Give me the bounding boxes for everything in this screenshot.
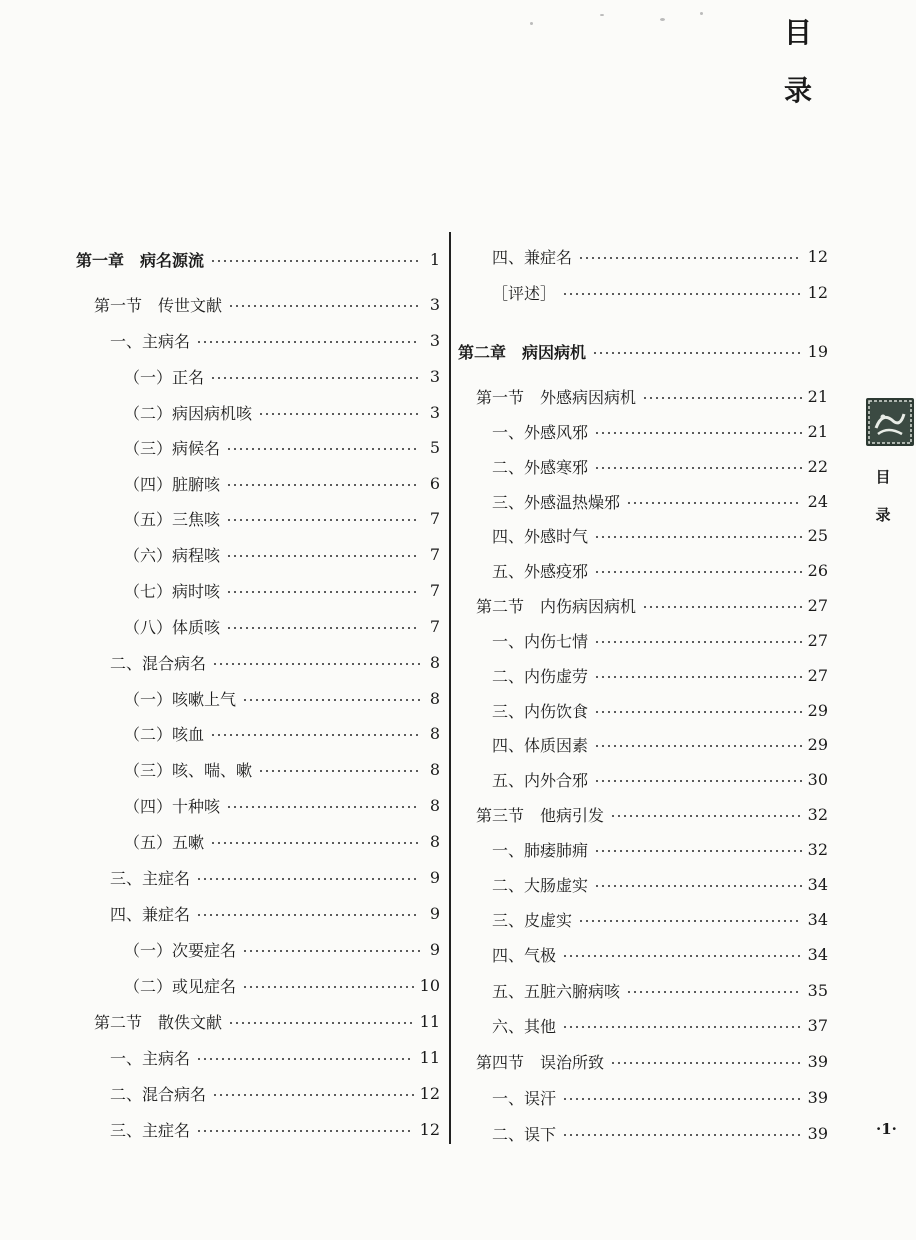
toc-entry-item: [458, 418, 828, 444]
dot-leader: [642, 606, 802, 608]
toc-left-column: [76, 0, 440, 1240]
dot-leader: [258, 770, 420, 772]
dot-leader: [594, 432, 802, 434]
print-speck: [600, 14, 604, 16]
page-title-char-2: 录: [783, 74, 812, 107]
toc-entry-item: [458, 522, 828, 548]
toc-entry-page: 12: [807, 282, 828, 302]
dot-leader: [226, 448, 420, 450]
dot-leader: [196, 341, 420, 343]
dot-leader: [258, 413, 420, 415]
dot-leader: [610, 815, 802, 817]
toc-entry-section: [76, 1008, 440, 1034]
dot-leader: [610, 1062, 802, 1064]
toc-entry-label: 三、皮虚实: [492, 910, 573, 930]
toc-entry-label: 三、内伤饮食: [492, 701, 589, 721]
toc-entry-label: 第一章 病名源流: [76, 250, 205, 270]
toc-entry-item: [458, 488, 828, 514]
toc-entry-label: 五、内外合邪: [492, 770, 589, 790]
toc-entry-item: [458, 906, 828, 932]
toc-entry-label: 三、主症名: [110, 868, 191, 888]
page-title-char-1: 目: [783, 16, 812, 49]
toc-entry-page: 34: [807, 874, 828, 894]
print-speck: [700, 12, 703, 15]
toc-entry-item: [458, 627, 828, 653]
toc-entry-page: 9: [429, 939, 440, 959]
toc-entry-page: 1: [429, 249, 440, 269]
toc-entry-page: 22: [807, 456, 828, 476]
toc-entry-label: 二、外感寒邪: [492, 457, 589, 477]
dot-leader: [562, 293, 802, 295]
toc-entry-label: （四）十种咳: [124, 796, 221, 816]
toc-entry-page: 37: [807, 1015, 828, 1035]
dot-leader: [226, 591, 420, 593]
dot-leader: [226, 627, 420, 629]
toc-entry-item: [458, 941, 828, 967]
toc-entry-label: 二、混合病名: [110, 1084, 207, 1104]
dot-leader: [594, 850, 802, 852]
toc-entry-sub: [76, 720, 440, 746]
toc-entry-item: [458, 1120, 828, 1146]
toc-entry-page: 21: [807, 421, 828, 441]
toc-entry-page: 26: [807, 560, 828, 580]
toc-entry-page: 21: [807, 386, 828, 406]
toc-entry-label: 三、外感温热燥邪: [492, 492, 621, 512]
toc-entry-page: 7: [429, 544, 440, 564]
toc-entry-page: 9: [429, 867, 440, 887]
dot-leader: [594, 467, 802, 469]
dot-leader: [594, 676, 802, 678]
toc-entry-label: 四、兼症名: [110, 904, 191, 924]
toc-entry-page: 27: [807, 630, 828, 650]
toc-entry-page: 39: [807, 1087, 828, 1107]
toc-entry-label: （二）咳血: [124, 724, 205, 744]
toc-entry-sub: [76, 936, 440, 962]
toc-entry-page: 8: [429, 723, 440, 743]
dot-leader: [226, 484, 420, 486]
toc-entry-section: [458, 1048, 828, 1074]
toc-entry-label: 四、体质因素: [492, 735, 589, 755]
toc-entry-item: [458, 731, 828, 757]
toc-entry-item: [458, 871, 828, 897]
toc-entry-page: 12: [807, 246, 828, 266]
dot-leader: [210, 260, 420, 262]
dot-leader: [626, 502, 802, 504]
toc-entry-page: 8: [429, 688, 440, 708]
dot-leader: [242, 699, 420, 701]
toc-entry-label: 第四节 误治所致: [476, 1052, 605, 1072]
toc-entry-page: 34: [807, 944, 828, 964]
toc-entry-page: 8: [429, 795, 440, 815]
toc-entry-page: 35: [807, 980, 828, 1000]
dot-leader: [226, 519, 420, 521]
dot-leader: [626, 991, 802, 993]
dot-leader: [594, 536, 802, 538]
toc-entry-label: 四、兼症名: [492, 247, 573, 267]
toc-entry-label: 一、肺痿肺痈: [492, 840, 589, 860]
toc-entry-label: 二、误下: [492, 1124, 557, 1144]
toc-entry-sub: [76, 685, 440, 711]
toc-entry-item: [76, 1080, 440, 1106]
dot-leader: [226, 806, 420, 808]
toc-entry-label: 第三节 他病引发: [476, 805, 605, 825]
dot-leader: [594, 641, 802, 643]
toc-entry-label: 四、外感时气: [492, 526, 589, 546]
toc-entry-page: 8: [429, 831, 440, 851]
toc-entry-label: 五、五脏六腑病咳: [492, 981, 621, 1001]
toc-entry-sub: [76, 577, 440, 603]
toc-entry-page: 3: [429, 366, 440, 386]
toc-entry-item: [458, 836, 828, 862]
toc-entry-label: （五）三焦咳: [124, 509, 221, 529]
toc-entry-sub: [76, 363, 440, 389]
toc-entry-label: 一、主病名: [110, 1048, 191, 1068]
toc-entry-label: 一、误汗: [492, 1088, 557, 1108]
dot-leader: [594, 780, 802, 782]
toc-entry-label: （三）咳、喘、嗽: [124, 760, 253, 780]
toc-entry-label: 一、内伤七情: [492, 631, 589, 651]
toc-entry-page: 11: [419, 1011, 440, 1031]
toc-entry-section: [458, 383, 828, 409]
toc-entry-page: 12: [419, 1083, 440, 1103]
dot-leader: [578, 257, 802, 259]
toc-entry-page: 7: [429, 616, 440, 636]
dot-leader: [594, 571, 802, 573]
dot-leader: [228, 305, 420, 307]
toc-entry-page: 3: [429, 330, 440, 350]
dot-leader: [242, 950, 420, 952]
side-tab-label: [868, 458, 898, 534]
dot-leader: [210, 734, 420, 736]
toc-entry-label: 五、外感疫邪: [492, 561, 589, 581]
toc-entry-page: 11: [419, 1047, 440, 1067]
toc-entry-page: 29: [807, 700, 828, 720]
toc-entry-page: 12: [419, 1119, 440, 1139]
toc-entry-item: [76, 1116, 440, 1142]
toc-entry-label: （二）或见症名: [124, 976, 237, 996]
toc-entry-section: [458, 801, 828, 827]
toc-entry-item: [458, 1084, 828, 1110]
toc-entry-sub: [76, 399, 440, 425]
dot-leader: [196, 1130, 414, 1132]
toc-entry-page: 10: [419, 975, 440, 995]
toc-entry-label: 四、气极: [492, 945, 557, 965]
toc-entry-label: ［评述］: [492, 283, 557, 303]
toc-entry-page: 34: [807, 909, 828, 929]
toc-entry-sub: [76, 613, 440, 639]
toc-entry-page: 32: [807, 804, 828, 824]
toc-entry-label: 二、大肠虚实: [492, 875, 589, 895]
toc-entry-page: 6: [429, 473, 440, 493]
toc-entry-label: （六）病程咳: [124, 545, 221, 565]
dot-leader: [594, 885, 802, 887]
toc-entry-item: [76, 864, 440, 890]
dot-leader: [228, 1022, 414, 1024]
toc-entry-label: （二）病因病机咳: [124, 403, 253, 423]
toc-entry-label: 六、其他: [492, 1016, 557, 1036]
toc-entry-page: 9: [429, 903, 440, 923]
toc-entry-label: 第二节 散佚文献: [94, 1012, 223, 1032]
dot-leader: [196, 878, 420, 880]
toc-entry-item: [458, 243, 828, 269]
toc-entry-label: 二、混合病名: [110, 653, 207, 673]
toc-entry-page: 32: [807, 839, 828, 859]
dot-leader: [592, 352, 802, 354]
dot-leader: [212, 1094, 414, 1096]
dot-leader: [578, 920, 802, 922]
dot-leader: [594, 711, 802, 713]
toc-entry-sub: [76, 434, 440, 460]
toc-entry-label: （四）脏腑咳: [124, 474, 221, 494]
toc-right-column: [458, 0, 828, 1240]
toc-entry-item: [458, 697, 828, 723]
toc-entry-label: 二、内伤虚劳: [492, 666, 589, 686]
toc-entry-label: 一、主病名: [110, 331, 191, 351]
page-number: ·1·: [876, 1120, 897, 1138]
dot-leader: [242, 986, 414, 988]
dot-leader: [196, 914, 420, 916]
print-speck: [530, 22, 533, 25]
column-divider: [449, 232, 451, 1144]
toc-entry-page: 3: [429, 294, 440, 314]
toc-entry-label: 第二章 病因病机: [458, 342, 587, 362]
dot-leader: [562, 1134, 802, 1136]
dot-leader: [562, 955, 802, 957]
toc-entry-item: [458, 1012, 828, 1038]
toc-entry-label: （七）病时咳: [124, 581, 221, 601]
toc-entry-label: 第一节 传世文献: [94, 295, 223, 315]
toc-entry-label: （五）五嗽: [124, 832, 205, 852]
dot-leader: [594, 745, 802, 747]
toc-entry-item: [76, 649, 440, 675]
toc-entry-section: [458, 592, 828, 618]
toc-entry-page: 29: [807, 734, 828, 754]
dot-leader: [226, 555, 420, 557]
toc-entry-page: 19: [807, 341, 828, 361]
toc-entry-label: 三、主症名: [110, 1120, 191, 1140]
toc-entry-page: 30: [807, 769, 828, 789]
toc-entry-item: [458, 453, 828, 479]
toc-entry-item: [458, 279, 828, 305]
toc-entry-label: （一）正名: [124, 367, 205, 387]
toc-entry-page: 8: [429, 759, 440, 779]
toc-entry-page: 7: [429, 508, 440, 528]
toc-entry-page: 27: [807, 595, 828, 615]
toc-entry-label: （八）体质咳: [124, 617, 221, 637]
dot-leader: [210, 842, 420, 844]
toc-entry-item: [458, 766, 828, 792]
toc-entry-page: 3: [429, 402, 440, 422]
side-tab-emblem-icon: [866, 398, 914, 446]
dot-leader: [212, 663, 420, 665]
toc-entry-label: 第二节 内伤病因病机: [476, 596, 637, 616]
toc-entry-chapter: [76, 246, 440, 272]
toc-entry-section: [76, 291, 440, 317]
toc-entry-sub: [76, 792, 440, 818]
toc-entry-label: 第一节 外感病因病机: [476, 387, 637, 407]
dot-leader: [210, 377, 420, 379]
toc-entry-item: [458, 557, 828, 583]
toc-entry-page: 7: [429, 580, 440, 600]
toc-entry-page: 5: [429, 437, 440, 457]
toc-entry-page: 39: [807, 1123, 828, 1143]
toc-entry-item: [76, 1044, 440, 1070]
dot-leader: [642, 397, 802, 399]
toc-entry-page: 24: [807, 491, 828, 511]
print-speck: [660, 18, 665, 21]
toc-entry-sub: [76, 470, 440, 496]
toc-entry-label: （三）病候名: [124, 438, 221, 458]
toc-entry-page: 39: [807, 1051, 828, 1071]
toc-entry-sub: [76, 756, 440, 782]
toc-entry-label: （一）次要症名: [124, 940, 237, 960]
dot-leader: [562, 1098, 802, 1100]
toc-entry-item: [76, 327, 440, 353]
toc-entry-sub: [76, 505, 440, 531]
toc-entry-sub: [76, 828, 440, 854]
dot-leader: [562, 1026, 802, 1028]
dot-leader: [196, 1058, 414, 1060]
toc-entry-page: 25: [807, 525, 828, 545]
toc-entry-item: [458, 977, 828, 1003]
toc-entry-label: 一、外感风邪: [492, 422, 589, 442]
side-tab-char-2: 录: [875, 506, 891, 524]
toc-entry-page: 27: [807, 665, 828, 685]
toc-entry-chapter: [458, 338, 828, 364]
toc-entry-item: [76, 900, 440, 926]
toc-entry-sub: [76, 541, 440, 567]
toc-entry-sub: [76, 972, 440, 998]
toc-entry-item: [458, 662, 828, 688]
toc-entry-page: 8: [429, 652, 440, 672]
side-tab-char-1: 目: [875, 468, 891, 486]
toc-entry-label: （一）咳嗽上气: [124, 689, 237, 709]
